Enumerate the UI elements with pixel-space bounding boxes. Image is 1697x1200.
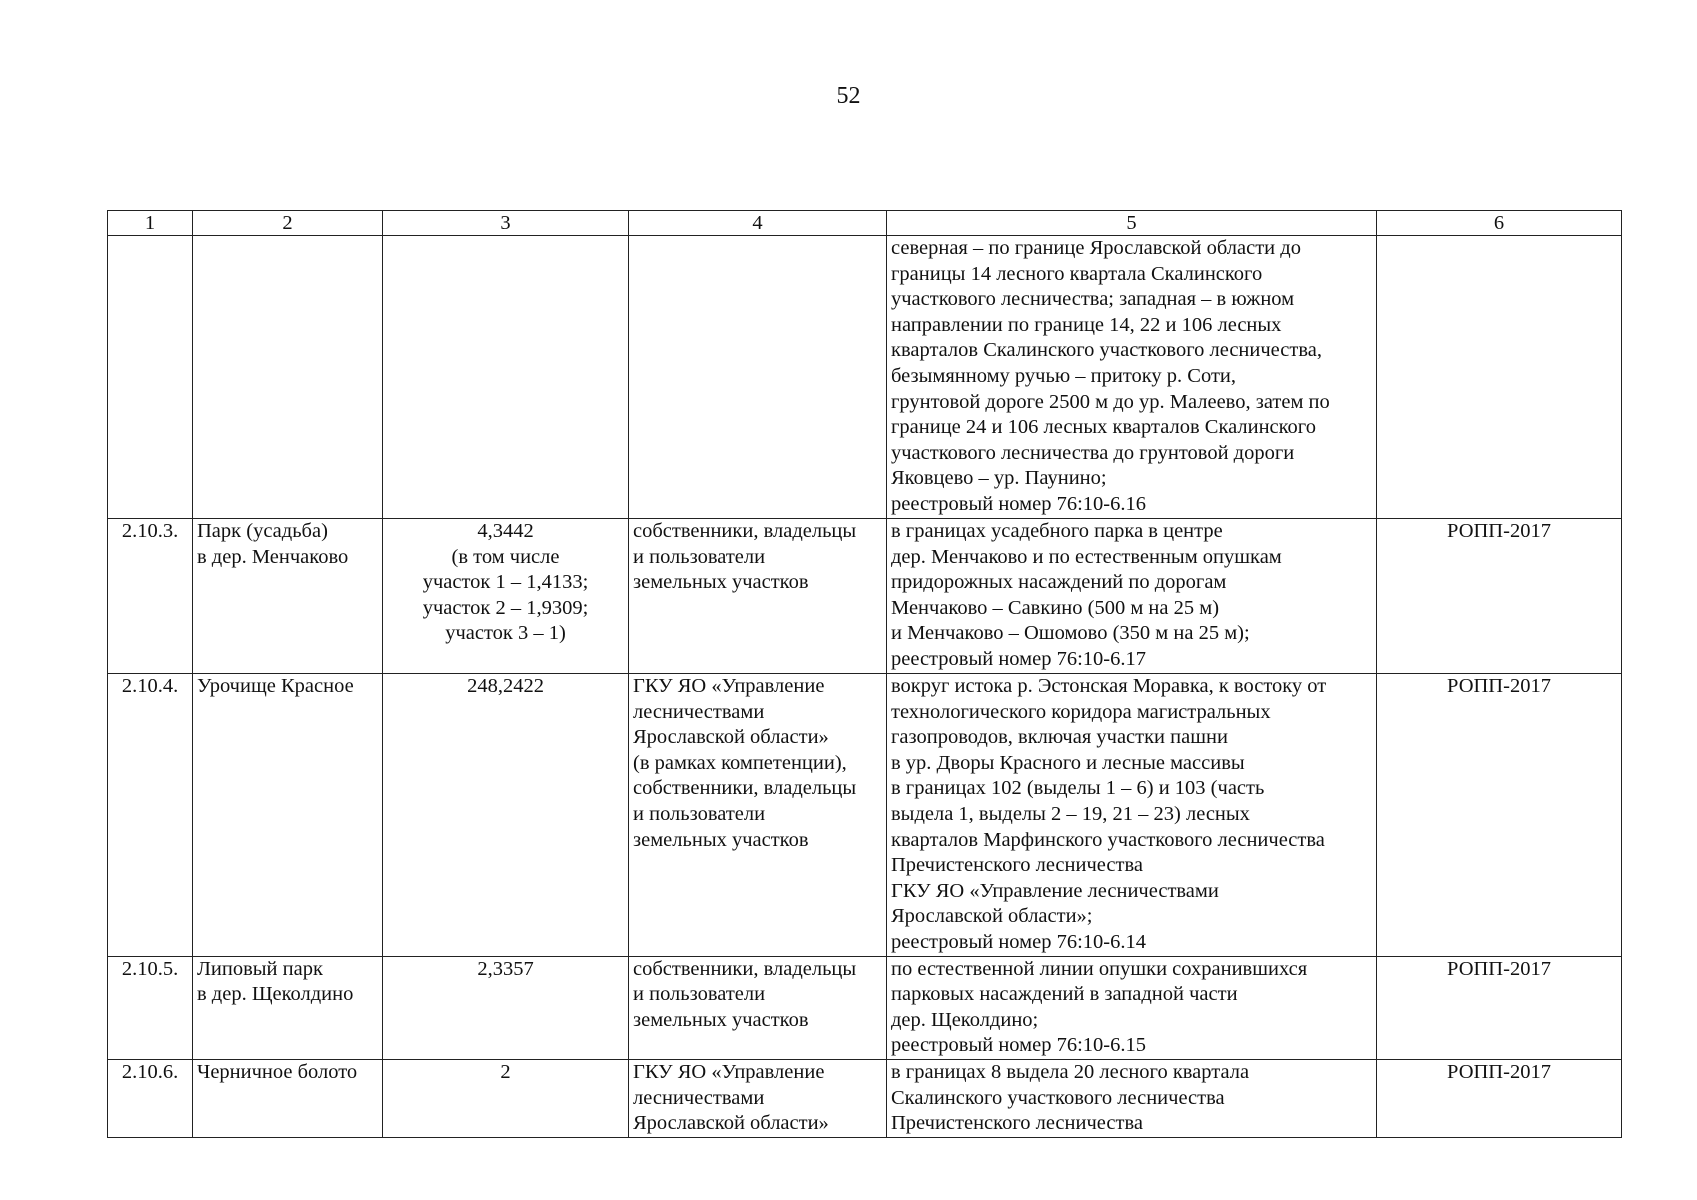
area-cell: 2: [383, 1059, 629, 1137]
source-cell: РОПП-2017: [1377, 956, 1622, 1059]
object-name-cell: Черничное болото: [193, 1059, 383, 1137]
row-number-cell: 2.10.5.: [108, 956, 193, 1059]
source-cell: РОПП-2017: [1377, 1059, 1622, 1137]
protected-areas-table: [107, 210, 1622, 1138]
column-header: 2: [193, 211, 383, 236]
table-header-row: [108, 211, 1622, 236]
table-row: [108, 236, 1622, 519]
table-row: [108, 956, 1622, 1059]
object-name-cell: Парк (усадьба) в дер. Менчаково: [193, 519, 383, 674]
page-number: 52: [836, 83, 861, 109]
row-number-cell: [108, 236, 193, 519]
description-cell: в границах 8 выдела 20 лесного квартала Скалинского участкового лесничества Пречистенского лесничества: [887, 1059, 1377, 1137]
table-row: [108, 1059, 1622, 1137]
description-cell: вокруг истока р. Эстонская Моравка, к востоку от технологического коридора магистральных газопроводов, включая участки пашни в ур. Дворы Красного и лесные массивы в границах 102 (выделы 1 – 6) и 103 (часть выдела 1, выделы 2 – 19, 21 – 23) лесных кварталов Марфинского участкового лесничества Пречистенского лесничества ГКУ ЯО «Управление лесничествами Ярославской области»; реестровый номер 76:10-6.14: [887, 674, 1377, 957]
owners-cell: ГКУ ЯО «Управление лесничествами Ярославской области»: [629, 1059, 887, 1137]
object-name-cell: Липовый парк в дер. Щеколдино: [193, 956, 383, 1059]
column-header: 3: [383, 211, 629, 236]
description-cell: в границах усадебного парка в центре дер. Менчаково и по естественным опушкам придорожных насаждений по дорогам Менчаково – Савкино (500 м на 25 м) и Менчаково – Ошомово (350 м на 25 м); реестровый номер 76:10-6.17: [887, 519, 1377, 674]
description-cell: по естественной линии опушки сохранившихся парковых насаждений в западной части дер. Щеколдино; реестровый номер 76:10-6.15: [887, 956, 1377, 1059]
source-cell: РОПП-2017: [1377, 519, 1622, 674]
row-number-cell: 2.10.4.: [108, 674, 193, 957]
table-row: [108, 674, 1622, 957]
column-header: 4: [629, 211, 887, 236]
object-name-cell: [193, 236, 383, 519]
owners-cell: ГКУ ЯО «Управление лесничествами Ярославской области» (в рамках компетенции), собственники, владельцы и пользователи земельных участков: [629, 674, 887, 957]
column-header: 6: [1377, 211, 1622, 236]
column-header: 5: [887, 211, 1377, 236]
owners-cell: [629, 236, 887, 519]
source-cell: [1377, 236, 1622, 519]
description-cell: северная – по границе Ярославской области до границы 14 лесного квартала Скалинского участкового лесничества; западная – в южном направлении по границе 14, 22 и 106 лесных кварталов Скалинского участкового лесничества, безымянному ручью – притоку р. Соти, грунтовой дороге 2500 м до ур. Малеево, затем по границе 24 и 106 лесных кварталов Скалинского участкового лесничества до грунтовой дороги Яковцево – ур. Паунино; реестровый номер 76:10-6.16: [887, 236, 1377, 519]
owners-cell: собственники, владельцы и пользователи земельных участков: [629, 519, 887, 674]
area-cell: 248,2422: [383, 674, 629, 957]
area-cell: 2,3357: [383, 956, 629, 1059]
source-cell: РОПП-2017: [1377, 674, 1622, 957]
area-cell: [383, 236, 629, 519]
object-name-cell: Урочище Красное: [193, 674, 383, 957]
row-number-cell: 2.10.6.: [108, 1059, 193, 1137]
owners-cell: собственники, владельцы и пользователи земельных участков: [629, 956, 887, 1059]
area-cell: 4,3442 (в том числе участок 1 – 1,4133; участок 2 – 1,9309; участок 3 – 1): [383, 519, 629, 674]
table-row: [108, 519, 1622, 674]
row-number-cell: 2.10.3.: [108, 519, 193, 674]
column-header: 1: [108, 211, 193, 236]
